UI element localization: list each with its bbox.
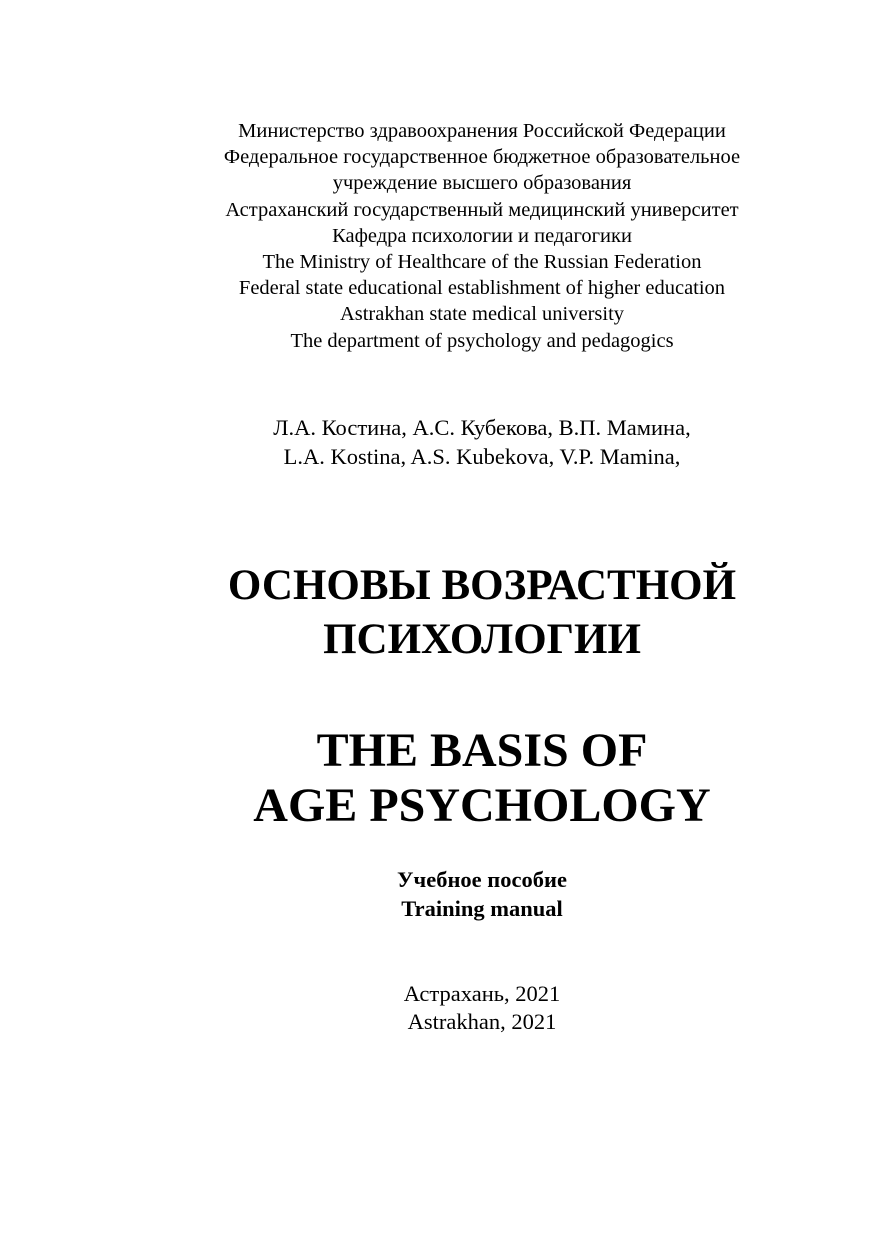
ministry-en: The Ministry of Healthcare of the Russian Federation (262, 251, 702, 274)
publication-type (0, 865, 875, 923)
book-title-en-line2: AGE PSYCHOLOGY (253, 779, 711, 832)
authors-ru: Л.А. Костина, А.С. Кубекова, В.П. Мамина, (273, 415, 691, 440)
publication-type-ru: Учебное пособие (397, 867, 567, 892)
department-en: The department of psychology and pedagogics (290, 329, 674, 352)
department-ru: Кафедра психологии и педагогики (332, 224, 632, 247)
institution-block (0, 118, 875, 354)
university-type-ru-line1: Федеральное государственное бюджетное образовательное (223, 146, 741, 169)
book-title-ru (0, 559, 875, 667)
university-type-en: Federal state educational establishment of higher education (238, 277, 726, 300)
imprint-ru: Астрахань, 2021 (403, 981, 561, 1006)
book-title-ru-line1: ОСНОВЫ ВОЗРАСТНОЙ (227, 562, 737, 609)
authors-block (0, 413, 875, 471)
book-title-en (0, 723, 875, 833)
publication-type-en: Training manual (401, 896, 563, 921)
book-title-en-line1: THE BASIS OF (316, 724, 648, 777)
imprint-block (0, 980, 875, 1036)
book-title-ru-line2: ПСИХОЛОГИИ (323, 616, 641, 663)
university-type-ru-line2: учреждение высшего образования (332, 172, 632, 195)
university-name-ru: Астраханский государственный медицинский университет (225, 198, 739, 221)
ministry-ru: Министерство здравоохранения Российской Федерации (238, 120, 726, 142)
authors-en: L.A. Kostina, A.S. Kubekova, V.P. Mamina, (283, 444, 681, 469)
imprint-en: Astrakhan, 2021 (407, 1009, 557, 1034)
university-name-en: Astrakhan state medical university (339, 303, 625, 326)
